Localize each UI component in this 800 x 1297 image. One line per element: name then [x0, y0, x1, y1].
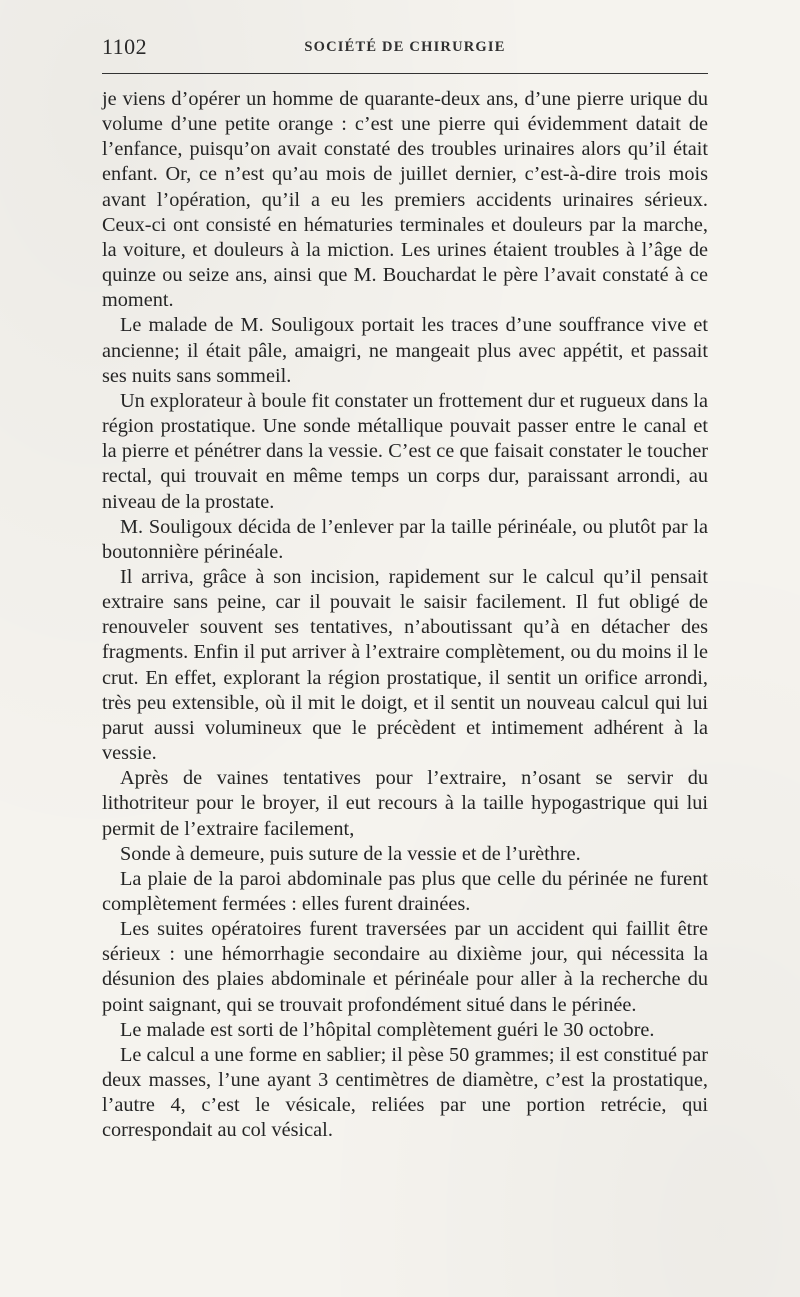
paragraph-8: La plaie de la paroi abdominale pas plus que celle du périnée ne furent complètement fermées : elles furent drainées.: [102, 867, 708, 915]
paragraph-7: Sonde à demeure, puis suture de la vessie et de l’urèthre.: [120, 842, 581, 865]
header-rule: [102, 73, 708, 74]
paragraph-2: Le malade de M. Souligoux portait les traces d’une souffrance vive et ancienne; il était pâle, amaigri, ne mangeait plus avec appétit, et passait ses nuits sans sommeil.: [102, 314, 708, 387]
paragraph-9: Les suites opératoires furent traversées par un accident qui faillit être sérieux : une hémorrhagie secondaire au dixième jour, qui nécessita la désunion des plaies abdominale et périnéale pour aller à la recherche du point saignant, qui se trouvait profondément situé dans le périnée.: [102, 918, 708, 1016]
paragraph-4: M. Souligoux décida de l’enlever par la taille périnéale, ou plutôt par la boutonnière périnéale.: [102, 515, 708, 563]
page-number: 1102: [102, 34, 148, 59]
paragraph-6: Après de vaines tentatives pour l’extraire, n’osant se servir du lithotriteur pour le broyer, il eut recours à la taille hypogastrique qui lui permit de l’extraire facilement,: [102, 767, 708, 840]
paragraph-1: je viens d’opérer un homme de quarante-deux ans, d’une pierre urique du volume d’une petite orange : c’est une pierre qui évidemment datait de l’enfance, puisqu’on avait constaté des troubles urinaires alors qu’il était enfant. Or, ce n’est qu’au mois de juillet dernier, c’est-à-dire trois mois avant l’opération, qu’il a eu les premiers accidents urinaires sérieux. Ceux-ci ont consisté en hématuries terminales et douleurs par la marche, la voiture, et douleurs à la miction. Les urines étaient troubles à l’âge de quinze ou seize ans, ainsi que M. Bouchardat le père l’avait constaté à ce moment.: [102, 88, 708, 312]
paragraph-5: Il arriva, grâce à son incision, rapidement sur le calcul qu’il pensait extraire sans peine, car il pouvait le saisir facilement. Il fut obligé de renouveler souvent ses tentatives, n’aboutissant qu’à en détacher des fragments. Enfin il put arriver à l’extraire complètement, ou du moins il le crut. En effet, explorant la région prostatique, il sentit un orifice arrondi, très peu extensible, où il mit le doigt, et il sentit un nouveau calcul qui lui parut aussi volumineux que le précèdent et intimement adhérent à la vessie.: [102, 565, 708, 765]
paragraph-3: Un explorateur à boule fit constater un frottement dur et rugueux dans la région prostatique. Une sonde métallique pouvait passer entre le canal et la pierre et pénétrer dans la vessie. C’est ce que faisait constater le toucher rectal, qui trouvait en même temps un corps dur, paraissant arrondi, au niveau de la prostate.: [102, 389, 708, 513]
running-head: SOCIÉTÉ DE CHIRURGIE: [304, 39, 506, 55]
paragraph-10: Le malade est sorti de l’hôpital complètement guéri le 30 octobre.: [120, 1018, 655, 1041]
body-text: [102, 87, 708, 1144]
paragraph-11: Le calcul a une forme en sablier; il pèse 50 grammes; il est constitué par deux masses, l’une ayant 3 centimètres de diamètre, c’est la prostatique, l’autre 4, c’est le vésicale, reliées par une portion retrécie, qui correspondait au col vésical.: [102, 1043, 708, 1142]
page-header: [102, 34, 708, 64]
